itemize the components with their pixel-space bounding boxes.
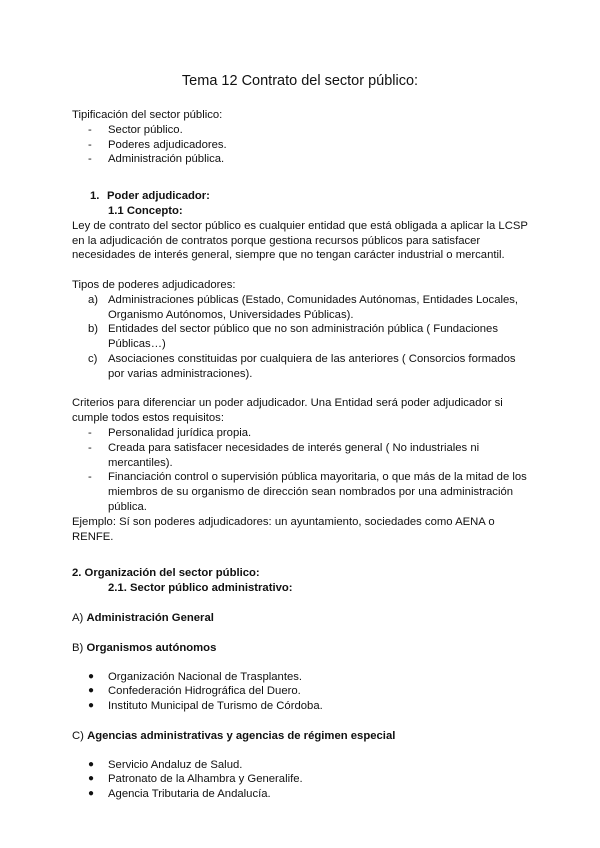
bullet-marker: ●	[88, 685, 95, 697]
list-item: - Personalidad jurídica propia.	[88, 426, 252, 439]
list-item: ● Patronato de la Alhambra y Generalife.	[88, 773, 303, 786]
list-item: - Administración pública.	[88, 153, 225, 166]
list-item: - Poderes adjudicadores.	[88, 138, 227, 151]
dash-marker: -	[88, 153, 92, 166]
agencias-list	[72, 758, 528, 802]
list-item: c) Asociaciones constituidas por cualquiera de las anteriores ( Consorcios formados por varias administraciones).	[88, 352, 516, 380]
dash-marker: -	[88, 138, 92, 151]
list-item: - Sector público.	[88, 123, 183, 136]
tipificacion-intro: Tipificación del sector público:	[72, 109, 223, 121]
criterios-list	[72, 426, 528, 515]
bullet-marker: ●	[88, 758, 95, 770]
section2-subheading: 2.1. Sector público administrativo:	[108, 582, 293, 595]
section1-subheading: 1.1 Concepto:	[108, 204, 183, 217]
dash-marker: -	[88, 426, 92, 439]
bullet-marker: ●	[88, 700, 95, 712]
list-item: ● Organización Nacional de Trasplantes.	[88, 670, 303, 683]
list-item: ● Servicio Andaluz de Salud.	[88, 758, 243, 771]
list-item: - Financiación control o supervisión pública mayoritaria, o que más de la mitad de los miembros de su organismo de dirección sean nombrados por una administración pública.	[88, 471, 527, 513]
section2-b: B) Organismos autónomos	[72, 641, 217, 654]
list-item: b) Entidades del sector público que no son administración pública ( Fundaciones Públicas…)	[88, 323, 498, 351]
list-item: ● Instituto Municipal de Turismo de Córdoba.	[88, 700, 323, 713]
bullet-marker: ●	[88, 670, 95, 682]
tipos-intro: Tipos de poderes adjudicadores:	[72, 278, 236, 291]
section2-c: C) Agencias administrativas y agencias de régimen especial	[72, 729, 396, 742]
ejemplo-text: Ejemplo: Sí son poderes adjudicadores: un ayuntamiento, sociedades como AENA o RENFE.	[72, 515, 495, 543]
section2-heading: 2. Organización del sector público:	[72, 567, 260, 580]
list-item: - Creada para satisfacer necesidades de interés general ( No industriales ni mercantiles).	[88, 441, 480, 469]
page-title: Tema 12 Contrato del sector público:	[181, 73, 419, 89]
section2-a: A) Administración General	[72, 611, 214, 624]
list-item: ● Confederación Hidrográfica del Duero.	[88, 685, 301, 698]
section1-paragraph: Ley de contrato del sector público es cualquier entidad que está obligada a aplicar la LCSP en la adjudicación de contratos porque gestiona recursos públicos para satisfacer necesidades de interés general, siempre que no tengan carácter industrial o mercantil.	[72, 219, 528, 262]
section1-heading: 1. Poder adjudicador:	[90, 190, 210, 203]
criterios-intro: Criterios para diferenciar un poder adjudicador. Una Entidad será poder adjudicador si cumple todos estos requisitos:	[72, 397, 503, 425]
tipos-list	[72, 293, 528, 382]
dash-marker: -	[88, 471, 92, 484]
bullet-marker: ●	[88, 788, 95, 800]
dash-marker: -	[88, 123, 92, 136]
tipificacion-list	[72, 123, 528, 167]
list-item: ● Agencia Tributaria de Andalucía.	[88, 788, 271, 801]
dash-marker: -	[88, 441, 92, 454]
bullet-marker: ●	[88, 773, 95, 785]
list-item: a) Administraciones públicas (Estado, Comunidades Autónomas, Entidades Locales, Organismo Autónomos, Universidades Públicas).	[88, 293, 519, 321]
organismos-list	[72, 670, 528, 714]
